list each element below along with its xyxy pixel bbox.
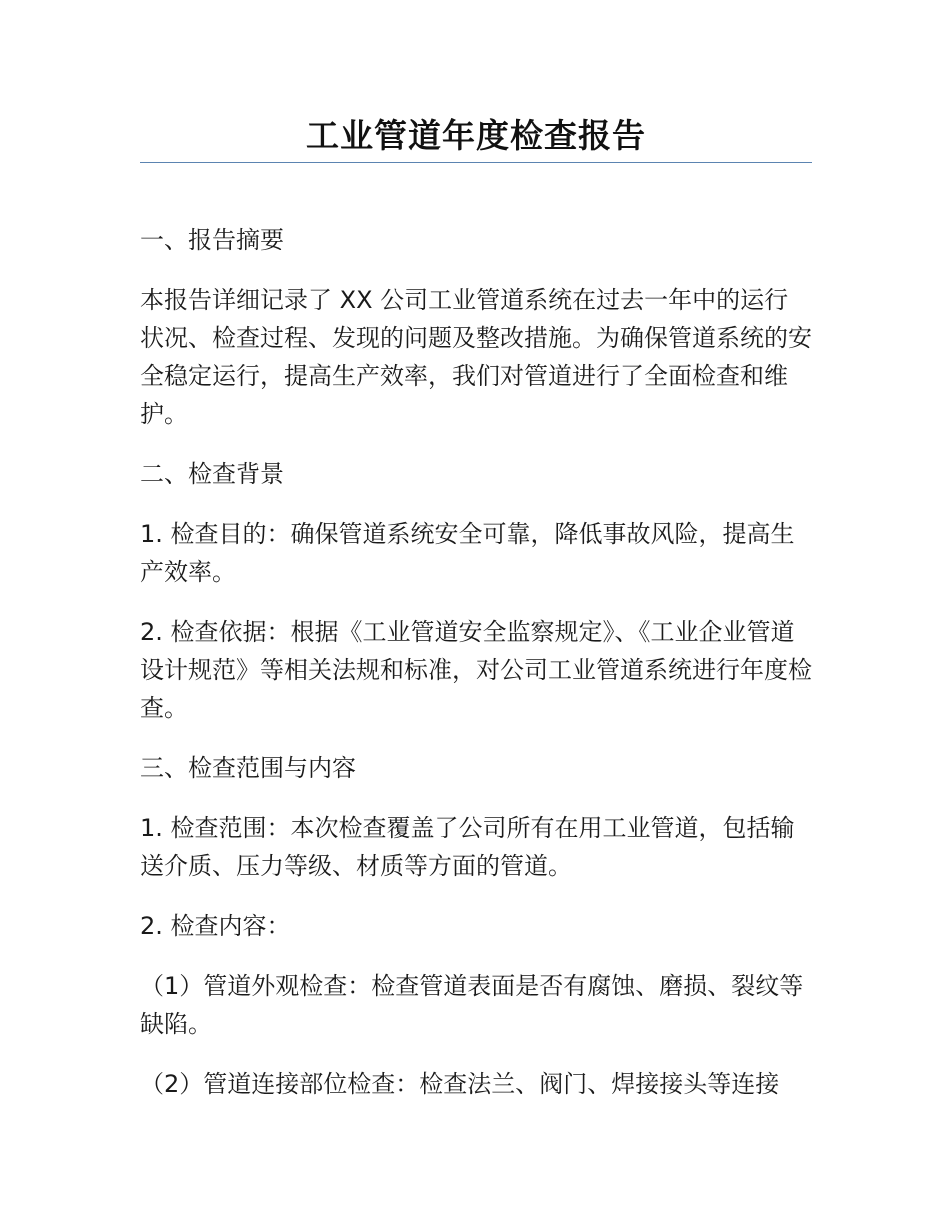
scope-item-connections: （2）管道连接部位检查：检查法兰、阀门、焊接接头等连接	[140, 1070, 780, 1098]
summary-paragraph: 本报告详细记录了 XX 公司工业管道系统在过去一年中的运行状况、检查过程、发现的问题及整改措施。为确保管道系统的安全稳定运行，提高生产效率，我们对管道进行了全面检查和维护。	[140, 286, 812, 428]
background-basis: 2. 检查依据：根据《工业管道安全监察规定》、《工业企业管道设计规范》等相关法规和标准，对公司工业管道系统进行年度检查。	[140, 618, 812, 722]
section-heading-scope: 三、检查范围与内容	[140, 754, 356, 782]
scope-content-label: 2. 检查内容：	[140, 912, 291, 940]
document-title: 工业管道年度检查报告	[306, 116, 646, 155]
document-page	[140, 0, 812, 1103]
section-heading-background: 二、检查背景	[140, 460, 284, 488]
title-divider	[140, 162, 812, 163]
scope-range: 1. 检查范围：本次检查覆盖了公司所有在用工业管道，包括输送介质、压力等级、材质等方面的管道。	[140, 814, 795, 880]
scope-item-appearance: （1）管道外观检查：检查管道表面是否有腐蚀、磨损、裂纹等缺陷。	[140, 972, 804, 1038]
background-purpose: 1. 检查目的：确保管道系统安全可靠，降低事故风险，提高生产效率。	[140, 520, 795, 586]
section-heading-summary: 一、报告摘要	[140, 226, 284, 254]
